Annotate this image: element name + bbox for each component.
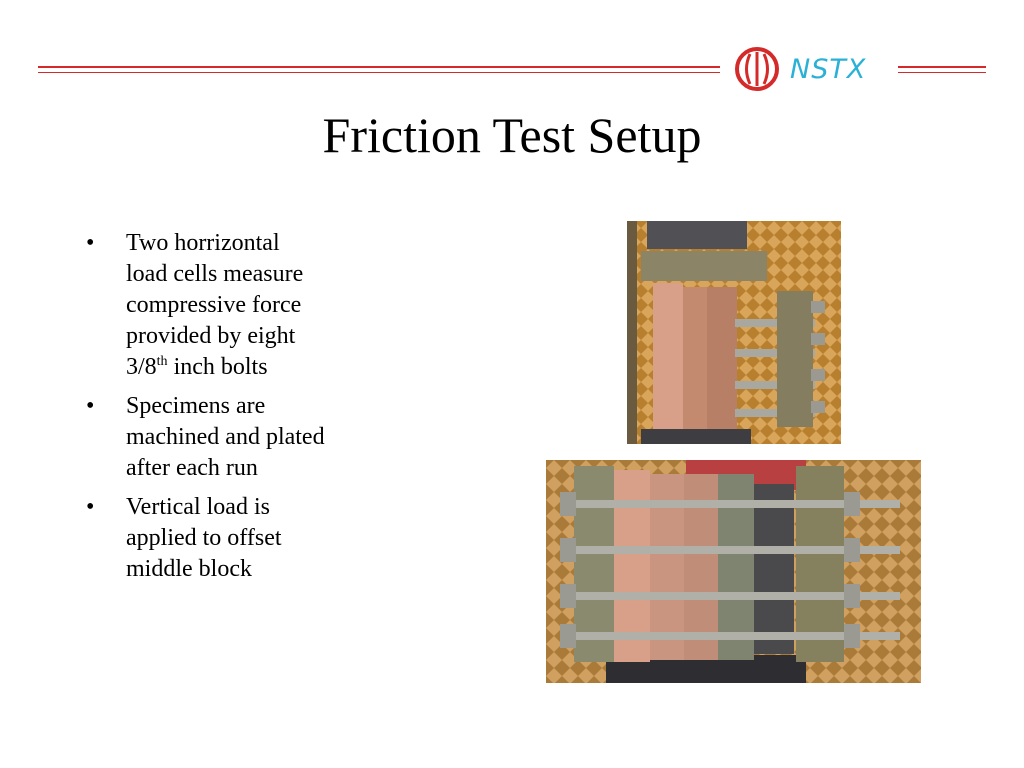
- bullet-line: provided by eight: [126, 323, 296, 349]
- bullet-superscript: th: [156, 354, 168, 369]
- bullet-list: [86, 228, 346, 593]
- header-rule-left: [38, 66, 720, 68]
- bullet-marker: •: [86, 494, 95, 520]
- nstx-emblem-icon: [734, 46, 780, 92]
- nstx-logo: [734, 46, 894, 92]
- bullet-item: [86, 391, 346, 484]
- bullet-marker: •: [86, 230, 95, 256]
- bullet-marker: •: [86, 393, 95, 419]
- bullet-line-tail: inch bolts: [167, 354, 268, 380]
- header-rule-left-thin: [38, 72, 720, 73]
- bullet-text: Vertical load is applied to offset middle block: [126, 494, 282, 582]
- bullet-line: compressive force: [126, 292, 302, 318]
- bullet-text: Specimens are machined and plated after each run: [126, 393, 325, 481]
- logo-text: NSTX: [790, 53, 867, 85]
- header-rule-right-thin: [898, 72, 986, 73]
- photo-test-fixture-vertical: [627, 221, 841, 444]
- bullet-item: [86, 492, 346, 585]
- photo-specimen-stack-closeup: [546, 460, 921, 683]
- bullet-line: 3/8: [126, 354, 157, 380]
- header-rule-right: [898, 66, 986, 68]
- bullet-line: load cells measure: [126, 261, 304, 287]
- slide-title: Friction Test Setup: [322, 107, 702, 163]
- bullet-line: Two horrizontal: [126, 230, 280, 256]
- bullet-item: [86, 228, 346, 383]
